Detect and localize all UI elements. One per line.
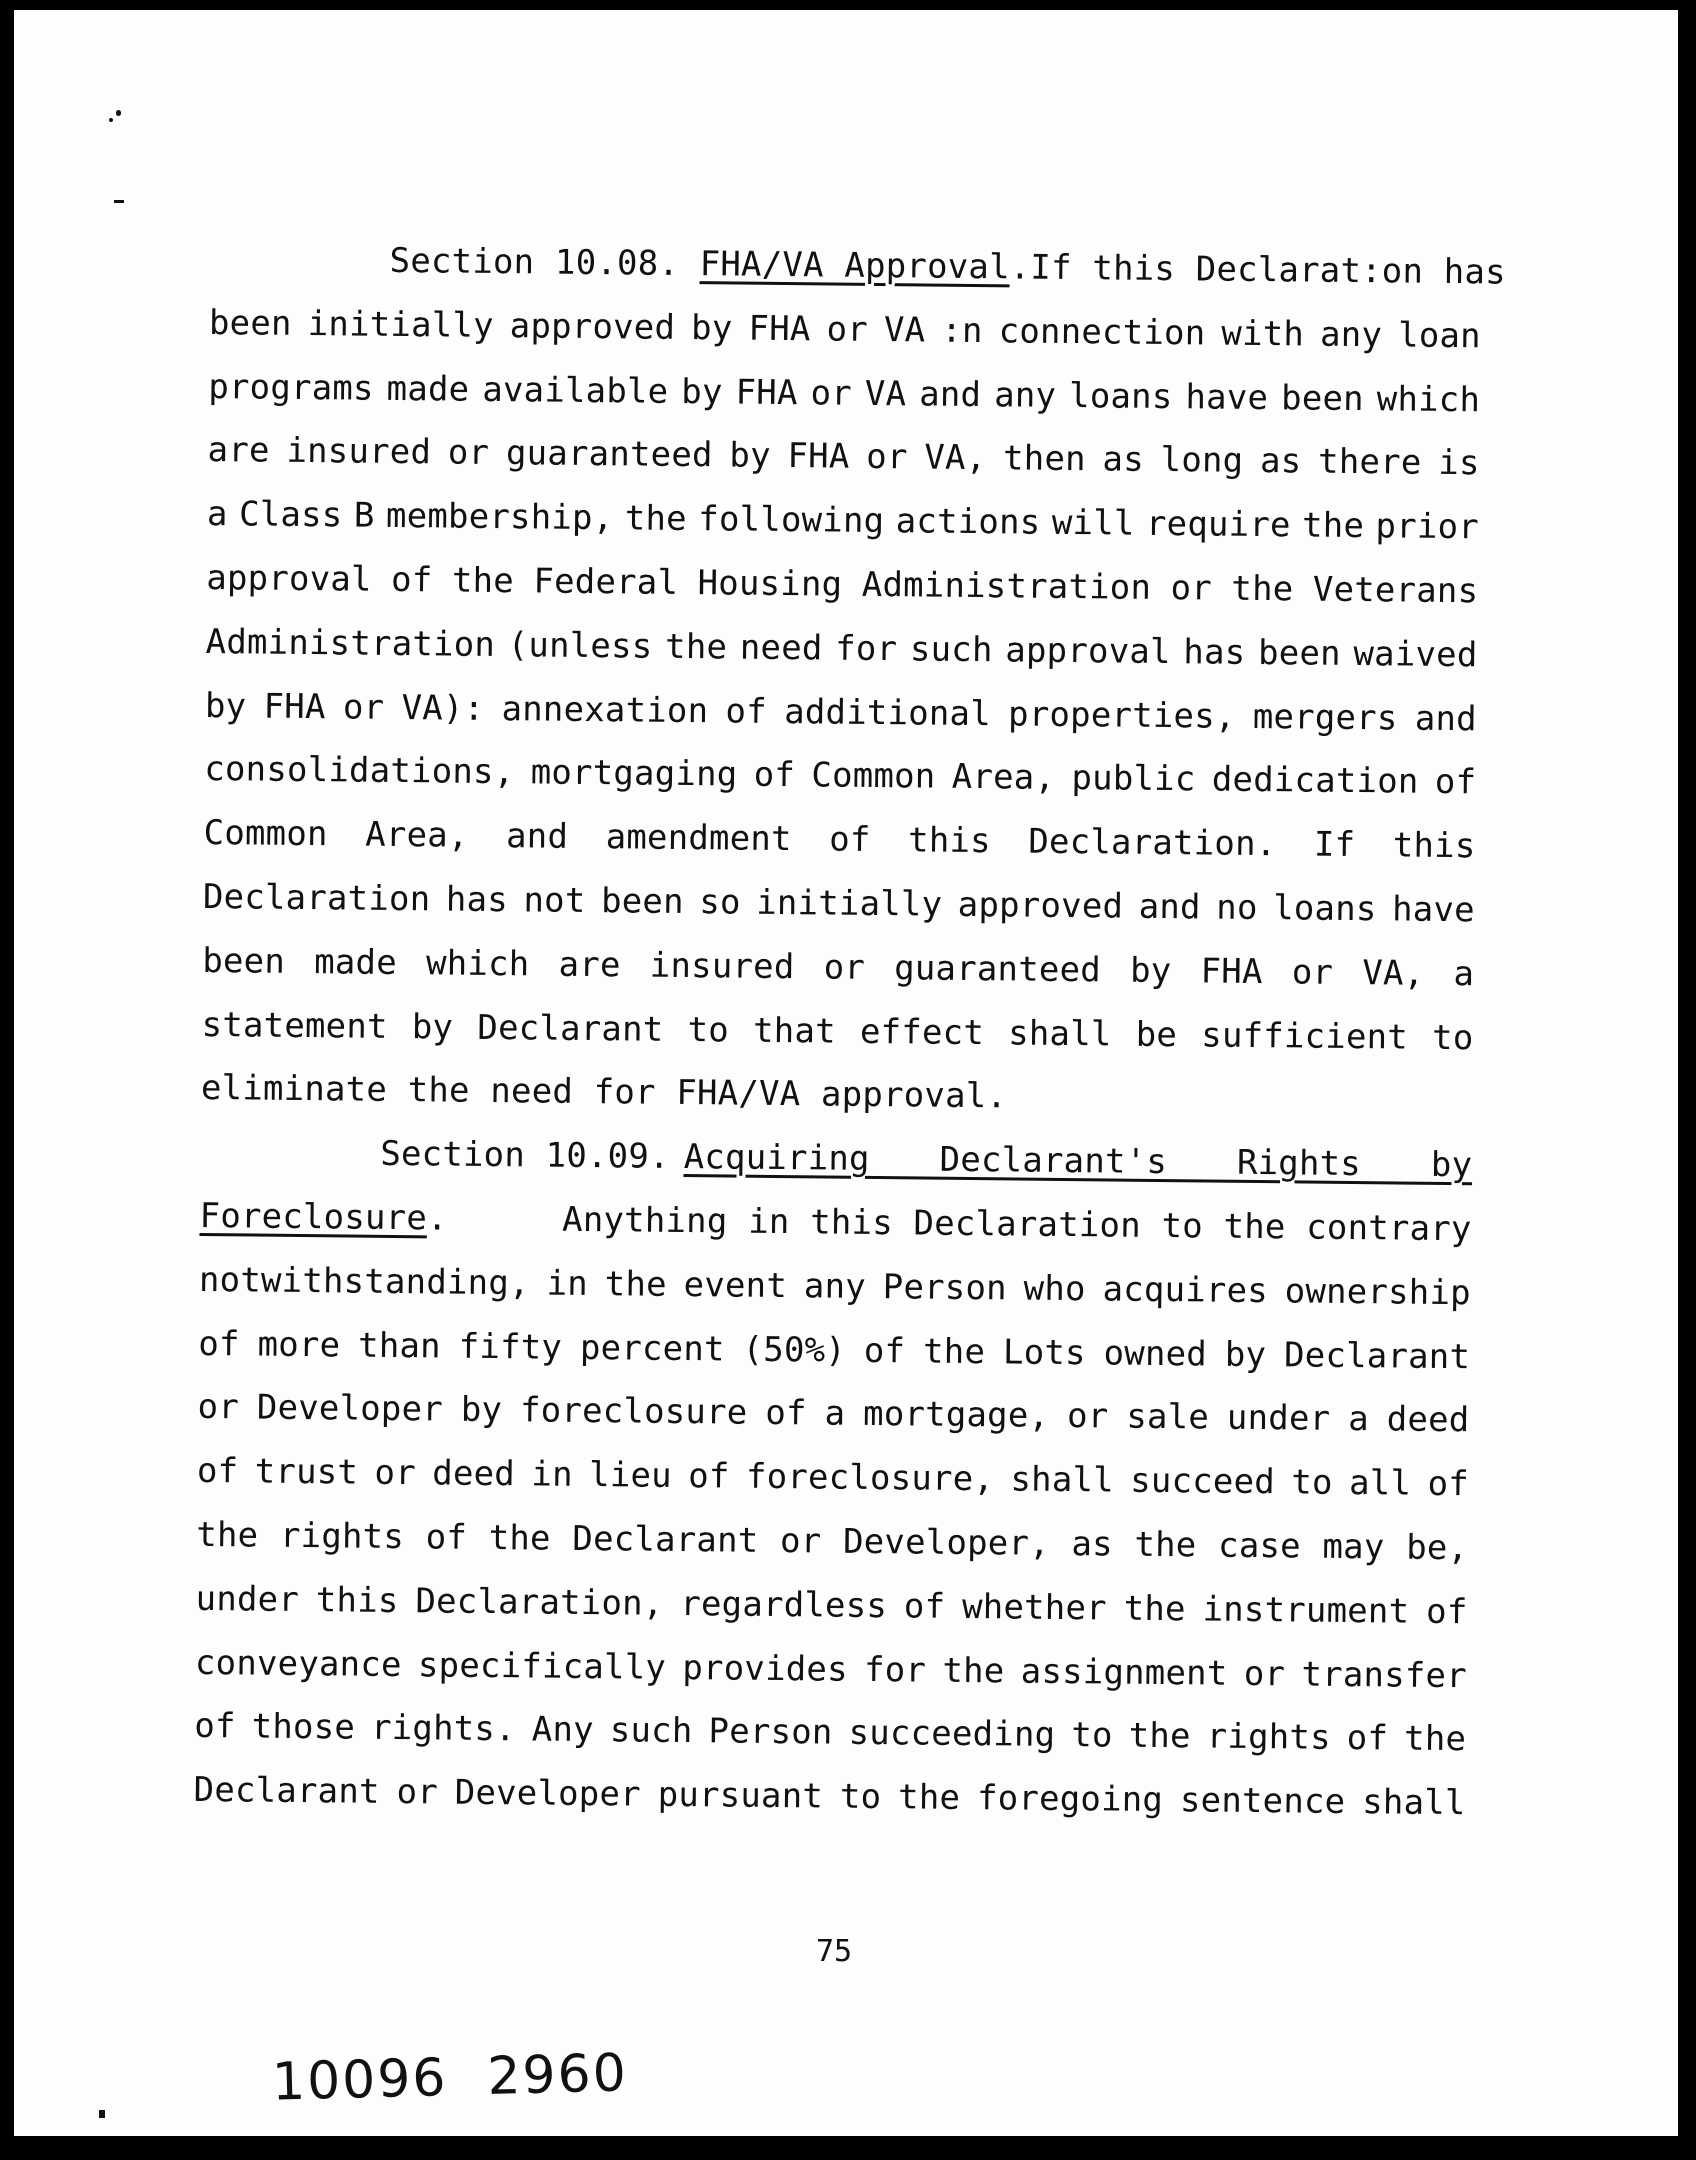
word: in: [546, 1263, 589, 1304]
word: by: [204, 685, 247, 726]
word: sale: [1126, 1397, 1210, 1438]
section-1008-title-period: .: [1009, 247, 1031, 288]
word: lieu: [588, 1455, 673, 1497]
word: is: [1438, 443, 1480, 484]
word: VA):: [401, 687, 485, 729]
word: or: [197, 1387, 240, 1428]
word: under: [195, 1578, 300, 1620]
word: there: [1317, 442, 1422, 484]
scan-speck: [99, 2110, 105, 2118]
word: the: [942, 1650, 1005, 1691]
word: so: [699, 882, 741, 923]
word: under: [1226, 1398, 1331, 1440]
scan-speck: [109, 118, 113, 122]
word: the: [1301, 505, 1365, 547]
word: mergers: [1252, 696, 1398, 739]
word: prior: [1375, 506, 1480, 548]
word: sufficient: [1201, 1014, 1409, 1058]
document-id-part: 2960: [486, 2043, 629, 2108]
word: effect: [859, 1011, 985, 1053]
word: or: [342, 686, 385, 728]
word: Lots: [1002, 1331, 1086, 1373]
word: a: [1347, 1399, 1370, 1440]
word: case: [1217, 1525, 1302, 1567]
word: and: [1414, 698, 1478, 739]
word: approval: [1005, 630, 1171, 672]
word: has: [445, 879, 509, 921]
word: Area,: [951, 757, 1056, 799]
word: consolidations,: [204, 749, 515, 793]
word: of: [1425, 1591, 1468, 1632]
word: this: [907, 820, 992, 862]
text-line: [193, 1759, 1466, 1836]
word: mortgaging: [530, 752, 738, 795]
word: be,: [1405, 1527, 1469, 1569]
word: no: [1216, 887, 1258, 928]
word: Declarant: [572, 1518, 759, 1561]
word: succeeding: [848, 1713, 1056, 1756]
word: percent: [579, 1327, 725, 1369]
word: the: [1134, 1524, 1197, 1566]
word: Declarant: [1283, 1334, 1471, 1377]
word: the: [624, 498, 688, 540]
word: more: [257, 1324, 341, 1365]
word: rights: [1206, 1716, 1331, 1759]
word: Veterans: [1312, 569, 1479, 612]
word: notwithstanding,: [198, 1259, 530, 1304]
word: and: [505, 816, 569, 857]
word: those: [251, 1706, 356, 1748]
document-id-part: 10096: [271, 2048, 449, 2113]
word: Declaration,: [415, 1580, 664, 1624]
word: regardless: [680, 1583, 888, 1626]
word: or: [1243, 1653, 1286, 1694]
word: any: [1319, 314, 1383, 356]
word: deed: [432, 1453, 516, 1495]
scan-speck: [116, 110, 121, 116]
word: to: [839, 1776, 882, 1818]
word: foreclosure,: [745, 1456, 995, 1500]
word: additional: [783, 691, 992, 734]
text-line-content: Anything in this Declaration to the contrary: [561, 1199, 1472, 1250]
section-1009-title-period: .: [426, 1198, 448, 1239]
word: made: [386, 368, 470, 410]
word: pursuant: [657, 1774, 824, 1817]
word: have: [1185, 376, 1269, 418]
word: by: [690, 307, 733, 349]
word: made: [313, 941, 398, 983]
word: Class: [238, 494, 343, 536]
word: been: [1257, 632, 1342, 674]
word: which: [425, 943, 530, 985]
word: ownership: [1284, 1271, 1472, 1314]
word: such: [909, 629, 993, 670]
word: Declaration: [202, 876, 431, 920]
word: the: [922, 1331, 986, 1372]
word: Housing: [697, 563, 843, 605]
word: to: [1431, 1017, 1474, 1058]
word: or: [1170, 568, 1213, 609]
word: need: [739, 627, 823, 669]
word: this: [1392, 825, 1476, 867]
word: acquires: [1102, 1269, 1269, 1311]
word: Administration: [861, 564, 1152, 608]
word: of: [863, 1330, 906, 1371]
text-line-content: eliminate the need for FHA/VA approval.: [200, 1068, 1008, 1117]
word: to: [1071, 1715, 1113, 1756]
document-page: [14, 10, 1678, 2136]
word: succeed: [1130, 1460, 1276, 1503]
section-1008-number: Section 10.08.: [389, 240, 680, 284]
word: to: [687, 1009, 730, 1051]
word: by: [1224, 1334, 1267, 1375]
word: owned: [1103, 1332, 1208, 1375]
word: FHA: [263, 686, 326, 727]
word: and: [1138, 886, 1201, 928]
word: of: [390, 559, 433, 601]
word: of: [1346, 1718, 1389, 1759]
word: provides: [682, 1647, 848, 1690]
word: (unless: [507, 624, 653, 667]
word: shall: [1362, 1782, 1466, 1824]
word: not: [523, 880, 586, 921]
word: approved: [957, 884, 1124, 927]
word: amendment: [605, 817, 792, 860]
word: by: [460, 1390, 503, 1431]
word: following: [698, 499, 885, 542]
word: will: [1051, 503, 1135, 544]
word: event: [683, 1264, 788, 1306]
word: in: [531, 1454, 573, 1496]
word: as: [1259, 441, 1302, 482]
word: the: [451, 560, 515, 602]
word: or: [396, 1772, 439, 1813]
word: trust: [254, 1451, 359, 1493]
word: instrument: [1202, 1589, 1410, 1632]
word: FHA: [748, 308, 811, 350]
word: specifically: [417, 1644, 667, 1688]
text-line-content: If this Declarat:on has: [1030, 247, 1507, 293]
word: or: [810, 372, 853, 414]
word: a: [206, 494, 228, 535]
word: of: [903, 1586, 946, 1627]
word: the: [897, 1777, 961, 1819]
word: transfer: [1301, 1654, 1468, 1696]
word: are: [558, 944, 621, 986]
word: FHA: [787, 436, 850, 478]
word: mortgage,: [862, 1394, 1050, 1437]
document-id-stamp: [271, 2043, 628, 2112]
word: as: [1102, 439, 1145, 481]
word: of: [765, 1393, 807, 1434]
section-1009-number: Section 10.09.: [380, 1133, 670, 1178]
word: for: [863, 1649, 927, 1691]
word: guaranteed: [894, 947, 1102, 991]
word: or: [866, 437, 908, 478]
word: rights.: [370, 1708, 516, 1750]
word: B: [353, 495, 375, 536]
word: and: [918, 374, 982, 415]
word: may: [1322, 1526, 1385, 1568]
word: VA: [864, 373, 907, 414]
word: with: [1221, 313, 1305, 355]
section-1009-title-line1: Acquiring Declarant's Rights by: [683, 1137, 1473, 1186]
word: or: [779, 1520, 822, 1562]
section-1008-title: FHA/VA Approval: [699, 244, 1010, 288]
word: annexation: [501, 688, 709, 731]
word: VA: [883, 309, 926, 351]
word: the: [1128, 1716, 1191, 1757]
word: of: [1434, 762, 1477, 803]
word: deed: [1386, 1399, 1470, 1441]
word: Area,: [365, 814, 469, 856]
word: membership,: [385, 496, 614, 539]
word: Common: [203, 813, 328, 855]
word: long: [1160, 440, 1244, 482]
word: which: [1376, 378, 1481, 420]
word: assignment: [1020, 1651, 1228, 1694]
word: initially: [307, 303, 494, 346]
word: of: [829, 819, 871, 861]
word: shall: [1010, 1459, 1115, 1501]
word: by: [729, 435, 771, 477]
word: or: [826, 309, 869, 350]
word: insured: [286, 431, 432, 473]
word: Federal: [533, 561, 679, 603]
word: the: [1403, 1718, 1467, 1760]
word: then: [1002, 438, 1087, 480]
word: the: [604, 1263, 667, 1305]
word: of: [194, 1706, 236, 1747]
document-body: [193, 228, 1507, 1836]
word: Developer: [256, 1387, 444, 1430]
word: Developer,: [842, 1521, 1050, 1564]
word: public: [1071, 758, 1196, 800]
word: insured: [649, 945, 795, 987]
word: FHA: [1200, 951, 1263, 992]
word: loan: [1397, 315, 1482, 357]
word: or: [1066, 1396, 1109, 1437]
word: shall: [1007, 1012, 1112, 1055]
word: approval: [206, 557, 372, 600]
word: any: [803, 1266, 867, 1307]
word: of: [1427, 1463, 1470, 1505]
word: all: [1348, 1463, 1412, 1504]
word: has: [1183, 631, 1246, 673]
word: fifty: [458, 1326, 563, 1368]
text-line-content: [193, 1759, 1466, 1836]
word: rights: [279, 1515, 405, 1558]
word: to: [1291, 1462, 1333, 1503]
word: of: [725, 691, 768, 732]
word: have: [1391, 889, 1475, 931]
word: initially: [756, 882, 943, 925]
word: the: [196, 1514, 259, 1556]
word: Declarant: [477, 1007, 664, 1050]
word: Declaration.: [1028, 821, 1277, 865]
word: properties,: [1007, 693, 1236, 737]
word: been: [1280, 377, 1365, 419]
word: by: [1129, 950, 1172, 991]
word: been: [202, 940, 286, 982]
word: the: [664, 626, 728, 668]
word: of: [753, 755, 796, 796]
word: guaranteed: [505, 433, 713, 476]
word: or: [374, 1452, 417, 1494]
word: actions: [895, 501, 1041, 543]
word: available: [482, 369, 669, 412]
word: statement: [201, 1004, 388, 1047]
word: this: [315, 1579, 399, 1621]
word: for: [835, 628, 898, 669]
word: sentence: [1179, 1780, 1346, 1823]
word: :n: [941, 310, 983, 351]
word: as: [1071, 1524, 1114, 1565]
word: Any: [531, 1709, 595, 1751]
word: Common: [811, 755, 936, 798]
word: VA,: [1362, 952, 1425, 994]
word: If: [1313, 824, 1356, 866]
word: or: [447, 432, 490, 474]
word: Developer: [454, 1772, 642, 1815]
word: of: [196, 1451, 239, 1492]
word: of: [425, 1517, 468, 1558]
word: foreclosure: [519, 1390, 748, 1434]
word: or: [1291, 952, 1334, 993]
word: been: [600, 881, 684, 922]
word: loans: [1068, 375, 1173, 417]
word: Declarant: [193, 1770, 380, 1812]
word: a: [824, 1393, 846, 1435]
word: (50%): [742, 1329, 847, 1371]
word: the: [1231, 568, 1294, 610]
word: connection: [998, 311, 1206, 354]
word: be: [1135, 1014, 1178, 1055]
word: whether: [961, 1586, 1108, 1629]
word: conveyance: [194, 1642, 402, 1685]
scan-speck: [114, 200, 124, 203]
word: dedication: [1211, 759, 1419, 803]
word: programs: [208, 366, 374, 409]
word: require: [1145, 504, 1291, 546]
word: the: [488, 1517, 551, 1559]
word: loans: [1272, 888, 1377, 930]
word: VA,: [924, 437, 987, 479]
word: foregoing: [976, 1778, 1164, 1821]
word: Administration: [205, 621, 496, 665]
word: Person: [708, 1711, 833, 1753]
word: Person: [882, 1266, 1008, 1309]
section-1009-title-line2: Foreclosure: [199, 1195, 428, 1239]
word: who: [1023, 1268, 1086, 1309]
word: by: [681, 371, 723, 412]
word: been: [208, 302, 292, 344]
word: by: [411, 1006, 454, 1048]
word: any: [993, 374, 1057, 416]
word: a: [1453, 953, 1475, 995]
word: are: [207, 430, 270, 472]
word: approved: [509, 305, 676, 348]
word: of: [198, 1323, 240, 1364]
word: or: [823, 947, 866, 988]
word: FHA: [735, 372, 798, 413]
word: waived: [1353, 633, 1478, 676]
page-number: 75: [816, 1934, 853, 1969]
word: that: [752, 1010, 837, 1052]
word: such: [609, 1710, 693, 1752]
word: the: [1123, 1588, 1186, 1630]
word: than: [357, 1325, 442, 1367]
word: of: [688, 1456, 730, 1497]
